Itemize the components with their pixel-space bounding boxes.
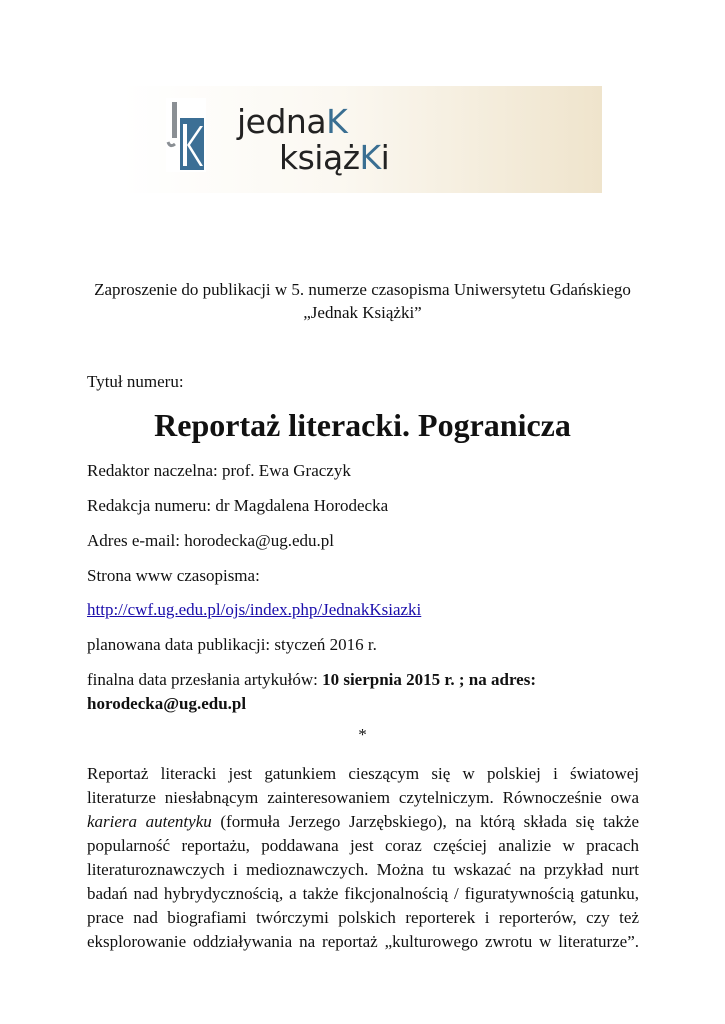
paragraph-line: popularność reportażu, poddawana jest coraz częściej analizie w pracach — [87, 836, 639, 855]
editor-in-chief: Redaktor naczelna: prof. Ewa Graczyk — [87, 461, 351, 480]
logo-wordmark — [237, 104, 389, 176]
italic-phrase: kariera autentyku — [87, 812, 212, 831]
jk-logo-mark-icon — [166, 98, 206, 172]
website-label: Strona www czasopisma: — [87, 566, 260, 585]
paragraph-line: literaturoznawczych i medioznawczych. Można tu wskazać na przykład nurt — [87, 860, 639, 879]
contact-email: Adres e-mail: horodecka@ug.edu.pl — [87, 531, 334, 550]
submission-deadline — [87, 668, 536, 691]
journal-logo-banner — [123, 86, 602, 193]
logo-line-1: jednaK — [237, 102, 348, 141]
deadline-email: horodecka@ug.edu.pl — [87, 694, 247, 713]
issue-editor: Redakcja numeru: dr Magdalena Horodecka — [87, 496, 389, 515]
section-separator: * — [358, 725, 367, 744]
paragraph-line: prace nad biografiami twórczymi polskich reporterek i reporterów, czy też — [87, 908, 639, 927]
body-paragraph — [87, 762, 639, 954]
paragraph-line: eksplorowanie oddziaływania na reportaż „kulturowego zwrotu w literaturze”. — [87, 932, 639, 951]
invitation-heading — [60, 278, 665, 324]
paragraph-line — [87, 810, 639, 834]
paragraph-line: literaturze niesłabnącym zainteresowaniem czytelniczym. Równocześnie owa — [87, 788, 639, 807]
website-link[interactable]: http://cwf.ug.edu.pl/ojs/index.php/JednakKsiazki — [87, 600, 422, 619]
publication-date: planowana data publikacji: styczeń 2016 r. — [87, 635, 377, 654]
invitation-line-2: „Jednak Książki” — [303, 303, 422, 322]
paragraph-line: badań nad hybrydycznością, a także fikcjonalnością / figuratywnością gatunku, — [87, 884, 639, 903]
deadline-prefix: finalna data przesłania artykułów: — [87, 670, 323, 689]
deadline-date: 10 sierpnia 2015 r. ; na adres: — [322, 670, 537, 689]
issue-title-label: Tytuł numeru: — [87, 372, 184, 391]
invitation-line-1: Zaproszenie do publikacji w 5. numerze czasopisma Uniwersytetu Gdańskiego — [94, 280, 631, 299]
paragraph-line: Reportaż literacki jest gatunkiem cieszącym się w polskiej i światowej — [87, 764, 639, 783]
logo-line-2: książKi — [279, 138, 390, 177]
issue-title: Reportaż literacki. Pogranicza — [154, 407, 571, 443]
paragraph-line-rest: (formuła Jerzego Jarzębskiego), na którą składa się także — [211, 812, 639, 831]
